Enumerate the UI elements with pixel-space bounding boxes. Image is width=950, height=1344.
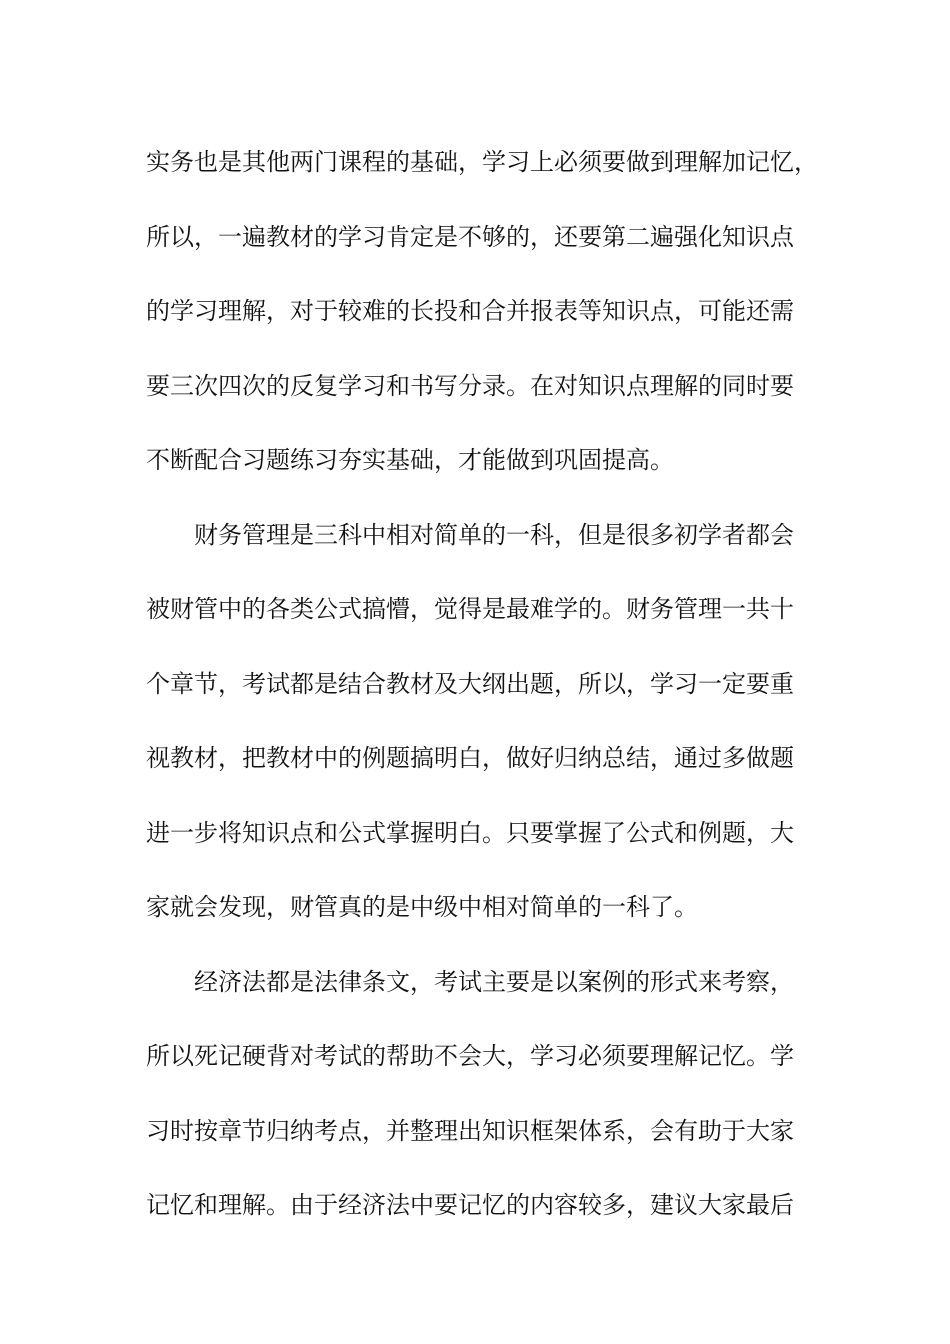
text-line: 视教材，把教材中的例题搞明白，做好归纳总结，通过多做题 bbox=[146, 744, 794, 772]
text-line: 实务也是其他两门课程的基础，学习上必须要做到理解加记忆， bbox=[146, 148, 818, 176]
text-line: 所以，一遍教材的学习肯定是不够的，还要第二遍强化知识点 bbox=[146, 222, 794, 251]
paragraph-first-line: 财务管理是三科中相对简单的一科，但是很多初学者都会 bbox=[194, 520, 794, 549]
text-line: 家就会发现，财管真的是中级中相对简单的一科了。 bbox=[146, 893, 698, 921]
text-line: 记忆和理解。由于经济法中要记忆的内容较多，建议大家最后 bbox=[146, 1191, 794, 1219]
paragraph-first-line: 经济法都是法律条文，考试主要是以案例的形式来考察， bbox=[194, 967, 794, 996]
text-line: 个章节，考试都是结合教材及大纲出题，所以，学习一定要重 bbox=[146, 669, 794, 698]
text-line: 进一步将知识点和公式掌握明白。只要掌握了公式和例题，大 bbox=[146, 818, 794, 847]
text-line: 的学习理解，对于较难的长投和合并报表等知识点，可能还需 bbox=[146, 297, 794, 325]
text-line: 要三次四次的反复学习和书写分录。在对知识点理解的同时要 bbox=[146, 371, 794, 400]
text-line: 所以死记硬背对考试的帮助不会大，学习必须要理解记忆。学 bbox=[146, 1042, 794, 1070]
text-line: 习时按章节归纳考点，并整理出知识框架体系，会有助于大家 bbox=[146, 1116, 794, 1145]
text-line: 被财管中的各类公式搞懵，觉得是最难学的。财务管理一共十 bbox=[146, 595, 794, 623]
body-text bbox=[146, 125, 816, 1243]
text-line: 不断配合习题练习夯实基础，才能做到巩固提高。 bbox=[146, 446, 674, 474]
